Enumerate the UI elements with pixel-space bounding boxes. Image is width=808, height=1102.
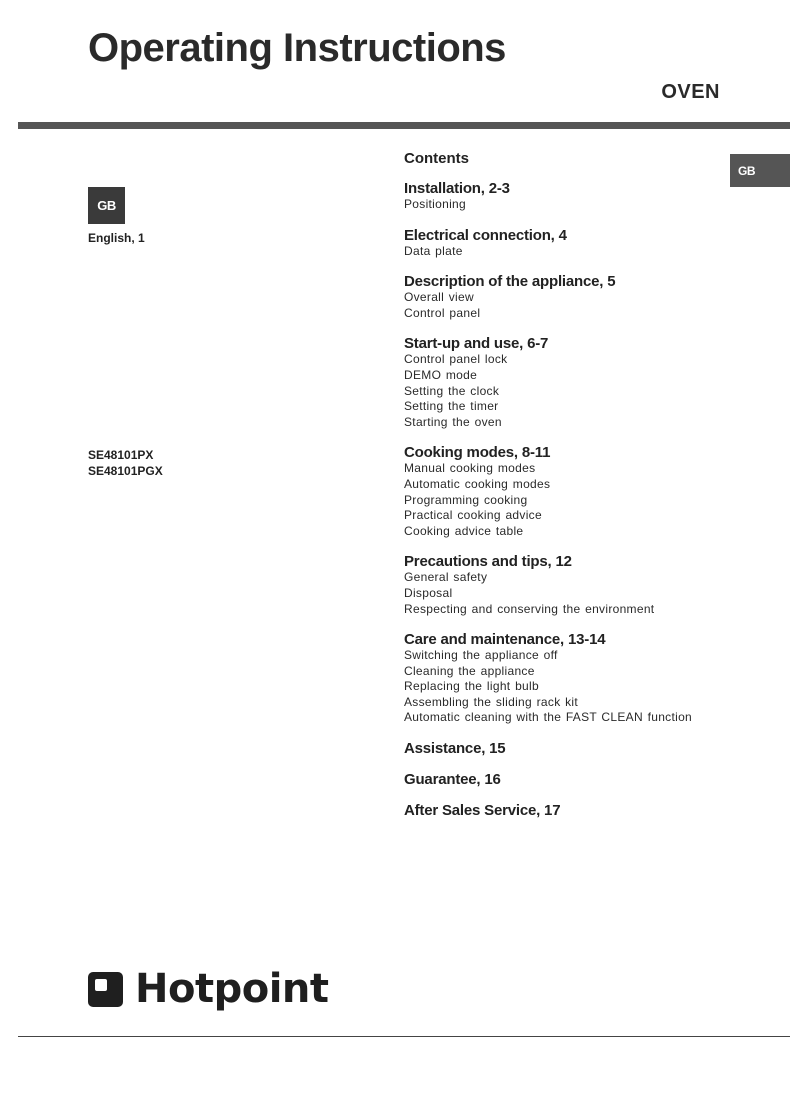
section-title: Cooking modes, 8-11 — [404, 444, 551, 462]
section-item: Automatic cooking modes — [404, 476, 551, 491]
section-item: Control panel lock — [404, 352, 508, 367]
section-item: Control panel — [404, 305, 481, 320]
bottom-divider — [18, 1036, 790, 1037]
brand-logo — [88, 966, 329, 1012]
section-item: Starting the oven — [404, 414, 502, 429]
section-item: DEMO mode — [404, 367, 478, 382]
section-item: Automatic cleaning with the FAST CLEAN function — [404, 710, 693, 725]
section-item: Cooking advice table — [404, 523, 524, 538]
contents-section — [404, 802, 724, 819]
section-title: Installation, 2-3 — [404, 180, 510, 197]
contents-section — [404, 740, 724, 757]
section-title: Assistance, 15 — [404, 740, 506, 758]
top-divider — [18, 122, 790, 129]
section-title: Precautions and tips, 12 — [404, 553, 572, 571]
brand-name: Hotpoint — [135, 966, 329, 1012]
product-type: OVEN — [661, 81, 720, 103]
contents-section — [404, 180, 724, 213]
model-number: SE48101PX — [88, 448, 154, 462]
page-title: Operating Instructions — [88, 26, 506, 70]
section-item: Assembling the sliding rack kit — [404, 694, 579, 709]
contents-section — [404, 631, 724, 726]
section-item: Overall view — [404, 290, 474, 305]
section-item: Manual cooking modes — [404, 461, 536, 476]
section-item: General safety — [404, 570, 488, 585]
section-item: Programming cooking — [404, 492, 528, 507]
section-title: Care and maintenance, 13-14 — [404, 631, 606, 649]
section-title: After Sales Service, 17 — [404, 802, 561, 820]
contents-section — [404, 444, 724, 539]
section-item: Replacing the light bulb — [404, 679, 539, 694]
contents-heading: Contents — [404, 150, 469, 167]
section-item: Setting the clock — [404, 383, 500, 398]
contents-section — [404, 771, 724, 788]
section-title: Description of the appliance, 5 — [404, 273, 616, 291]
model-list — [88, 447, 163, 479]
contents-section — [404, 553, 724, 617]
language-index-line: English, 1 — [88, 231, 145, 245]
language-badge: GB — [88, 187, 125, 224]
hotpoint-logo-icon — [88, 972, 123, 1007]
section-item: Data plate — [404, 243, 463, 258]
section-item: Setting the timer — [404, 399, 499, 414]
section-title: Start-up and use, 6-7 — [404, 335, 549, 353]
section-item: Cleaning the appliance — [404, 663, 535, 678]
section-item: Positioning — [404, 197, 467, 211]
contents-section — [404, 273, 724, 321]
section-item: Practical cooking advice — [404, 508, 542, 523]
contents-section — [404, 227, 724, 260]
section-title: Guarantee, 16 — [404, 771, 501, 789]
table-of-contents — [404, 150, 724, 833]
section-title: Electrical connection, 4 — [404, 226, 567, 244]
section-item: Switching the appliance off — [404, 648, 558, 663]
section-item: Respecting and conserving the environment — [404, 601, 655, 616]
language-side-tab: GB — [730, 154, 790, 187]
section-item: Disposal — [404, 585, 453, 600]
contents-section — [404, 335, 724, 430]
model-number: SE48101PGX — [88, 464, 163, 478]
